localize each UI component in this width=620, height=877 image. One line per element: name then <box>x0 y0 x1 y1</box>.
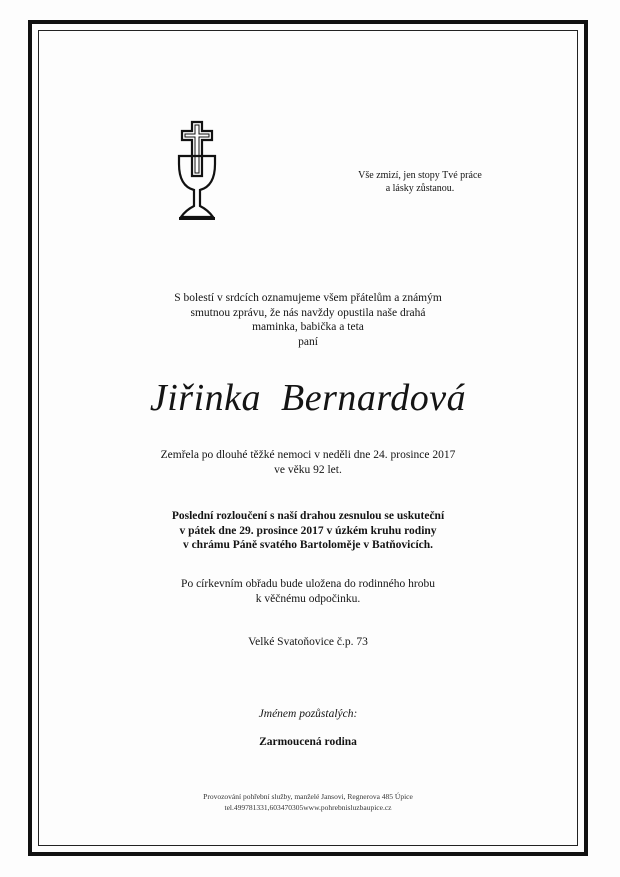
family-signature <box>38 735 578 750</box>
quote-line: Vše zmizí, jen stopy Tvé práce <box>358 170 482 181</box>
mourning-border-inner <box>38 30 578 846</box>
on-behalf-label <box>38 707 578 722</box>
memorial-quote <box>340 169 500 195</box>
behalf-line: Jménem pozůstalých: <box>258 708 358 720</box>
deceased-name: Jiřinka Bernardová <box>149 377 467 419</box>
address-line: Velké Svatoňovice č.p. 73 <box>248 636 368 648</box>
intro-line: maminka, babička a teta <box>252 321 364 333</box>
footer-line: tel.499781331,603470305www.pohrebnisluzbaupice.cz <box>224 803 392 812</box>
death-details <box>38 448 578 477</box>
quote-line: a lásky zůstanou. <box>385 183 455 194</box>
intro-line: smutnou zprávu, že nás navždy opustila naše drahá <box>190 306 426 319</box>
death-line: ve věku 92 let. <box>274 463 342 476</box>
announcement-intro <box>38 291 578 349</box>
burial-line: k věčnému odpočinku. <box>255 592 361 605</box>
farewell-line: v pátek dne 29. prosince 2017 v úzkém kruhu rodiny <box>179 524 437 537</box>
family-line: Zarmoucená rodina <box>259 736 357 748</box>
intro-line: S bolestí v srdcích oznamujeme všem přátelům a známým <box>174 292 442 304</box>
farewell-line: v chrámu Páně svatého Bartoloměje v Batňovicích. <box>182 539 434 551</box>
funeral-service-footer <box>38 791 578 813</box>
family-address <box>38 635 578 650</box>
burial-details <box>38 577 578 606</box>
death-line: Zemřela po dlouhé těžké nemoci v neděli dne 24. prosince 2017 <box>160 449 456 461</box>
intro-line: paní <box>298 335 318 348</box>
farewell-line: Poslední rozloučení s naší drahou zesnulou se uskuteční <box>171 510 445 522</box>
cross-chalice-icon <box>175 120 219 222</box>
farewell-details <box>38 509 578 553</box>
footer-line: Provozování pohřební služby, manželé Jansovi, Regnerova 485 Úpice <box>203 792 413 801</box>
burial-line: Po církevním obřadu bude uložena do rodinného hrobu <box>181 578 435 590</box>
